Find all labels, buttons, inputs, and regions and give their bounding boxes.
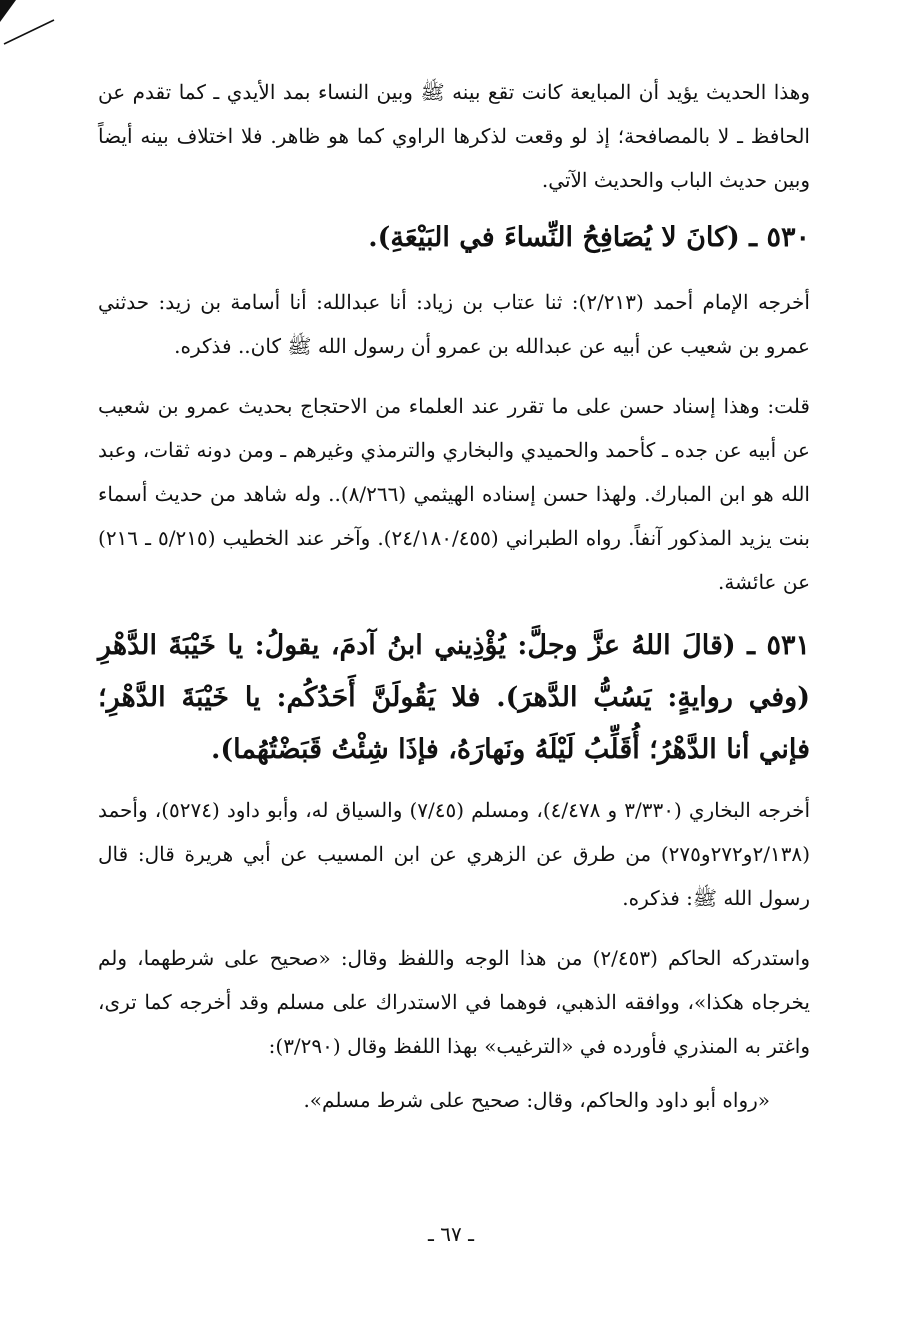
page-corner-mark: [0, 0, 60, 50]
hadith-531-quote: «رواه أبو داود والحاكم، وقال: صحيح على شرط مسلم».: [303, 1088, 770, 1112]
hadith-531-takhrij: أخرجه البخاري (٣/٣٣٠ و ٤/٤٧٨)، ومسلم (٧/٤٥) والسياق له، وأبو داود (٥٢٧٤)، وأحمد (٢/١٣٨و٢٧٢و٢٧٥) من طرق عن الزهري عن ابن المسيب عن أبي هريرة قال: قال رسول الله ﷺ: فذكره.: [98, 798, 810, 910]
hadith-531-heading: ٥٣١ ـ (قالَ اللهُ عزَّ وجلَّ: يُؤْذِيني ابنُ آدمَ، يقولُ: يا خَيْبَةَ الدَّهْرِ (وفي روايةٍ: يَسُبُّ الدَّهرَ). فلا يَقُولَنَّ أَحَدُكُم: يا خَيْبَةَ الدَّهْرِ؛ فإني أنا الدَّهْرُ؛ أُقَلِّبُ لَيْلَهُ ونَهارَهُ، فإذَا شِئْتُ قَبَضْتُهُما).: [98, 630, 810, 765]
hadith-531-commentary: واستدركه الحاكم (٢/٤٥٣) من هذا الوجه واللفظ وقال: «صحيح على شرطهما، ولم يخرجاه هكذا»، ووافقه الذهبي، فوهما في الاستدراك على مسلم وقد أخرجه كما ترى، واغتر به المنذري فأورده في «الترغيب» بهذا اللفظ وقال (٣/٢٩٠):: [98, 946, 810, 1058]
intro-paragraph: وهذا الحديث يؤيد أن المبايعة كانت تقع بينه ﷺ وبين النساء بمد الأيدي ـ كما تقدم عن الحافظ ـ لا بالمصافحة؛ إذ لو وقعت لذكرها الراوي كما هو ظاهر. فلا اختلاف بينه أيضاً وبين حديث الباب والحديث الآتي.: [98, 80, 810, 192]
page-number: ـ ٦٧ ـ: [428, 1222, 474, 1246]
page-body: [98, 70, 810, 1122]
hadith-530-heading: ٥٣٠ ـ (كانَ لا يُصَافِحُ النِّساءَ في البَيْعَةِ).: [368, 222, 810, 253]
hadith-530-takhrij: أخرجه الإمام أحمد (٢/٢١٣): ثنا عتاب بن زياد: أنا عبدالله: أنا أسامة بن زيد: حدثني عمرو بن شعيب عن أبيه عن عبدالله بن عمرو أن رسول الله ﷺ كان.. فذكره.: [98, 290, 810, 358]
hadith-530-commentary: قلت: وهذا إسناد حسن على ما تقرر عند العلماء من الاحتجاج بحديث عمرو بن شعيب عن أبيه عن جده ـ كأحمد والحميدي والبخاري والترمذي وغيرهم ـ ومن دونه ثقات، وعبد الله هو ابن المبارك. ولهذا حسن إسناده الهيثمي (٨/٢٦٦).. وله شاهد من حديث أسماء بنت يزيد المذكور آنفاً. رواه الطبراني (٢٤/١٨٠/٤٥٥). وآخر عند الخطيب (٥/٢١٥ ـ ٢١٦) عن عائشة.: [98, 394, 810, 594]
